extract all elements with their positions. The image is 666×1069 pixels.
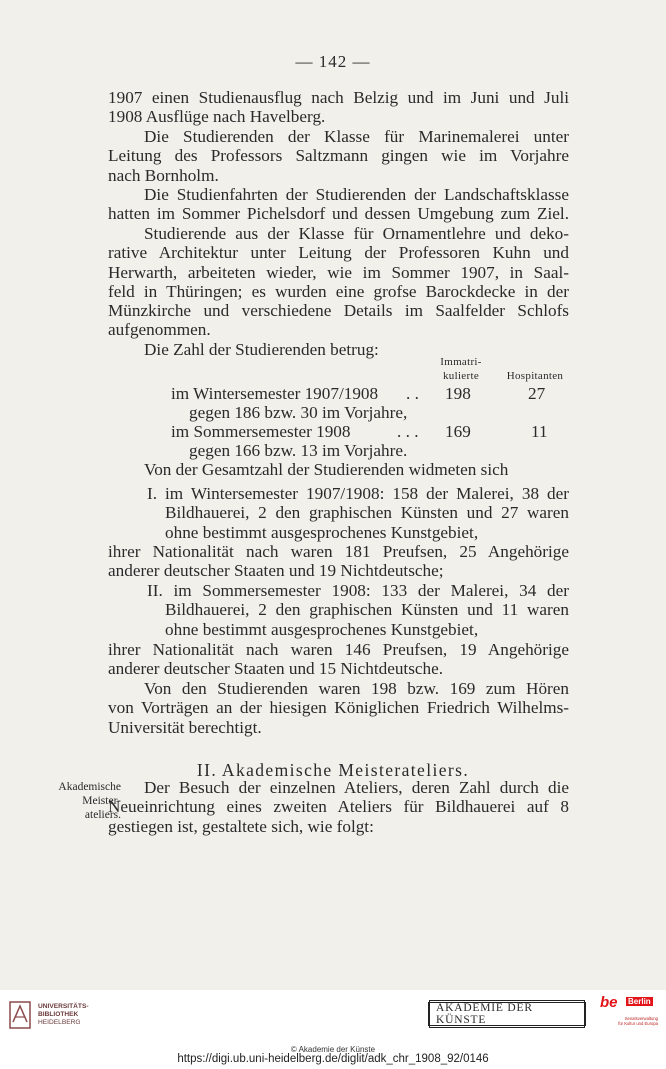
text-line: Studierende aus der Klasse für Ornamentlehre und deko- bbox=[144, 224, 569, 243]
berlin-logo-text: Berlin bbox=[628, 997, 651, 1006]
paragraph-nationality-winter bbox=[108, 542, 569, 581]
text-line: II. im Sommersemester 1908: 133 der Malerei, 34 der bbox=[147, 581, 569, 600]
header-line: Immatri- bbox=[440, 356, 482, 368]
text-line: Die Studierenden der Klasse für Marinemalerei unter bbox=[144, 127, 569, 146]
senate-logo-subtext bbox=[600, 1016, 658, 1026]
text-line: ohne bestimmt ausgesprochenes Kunstgebiet, bbox=[165, 619, 479, 639]
paragraph-university-lectures bbox=[108, 679, 569, 737]
table-row-note: gegen 186 bzw. 30 im Vorjahre, bbox=[189, 403, 408, 422]
column-header-immatrikulierte bbox=[432, 355, 490, 383]
paragraph-distribution-intro bbox=[108, 460, 569, 479]
paragraph-marine-painting bbox=[108, 127, 569, 185]
text-line: ihrer Nationalität nach waren 181 Preufsen, 25 Angehörige bbox=[108, 542, 569, 561]
margin-note-line: Akademische bbox=[58, 781, 121, 793]
table-row-note: gegen 166 bzw. 13 im Vorjahre. bbox=[189, 441, 408, 460]
enumeration-winter-semester bbox=[147, 484, 569, 542]
be-logo-text: be bbox=[600, 994, 618, 1011]
margin-note-line: Meister- bbox=[82, 795, 121, 807]
text-line: ohne bestimmt ausgesprochenes Kunstgebiet, bbox=[165, 522, 479, 542]
table-cell-hospitanten: 11 bbox=[531, 422, 548, 441]
library-logo-line: BIBLIOTHEK bbox=[38, 1011, 79, 1018]
library-logo-line: HEIDELBERG bbox=[38, 1019, 81, 1026]
text-line: aufgenommen. bbox=[108, 320, 211, 340]
table-row-label: im Sommersemester 1908 bbox=[171, 422, 351, 441]
akademie-der-kuenste-logo[interactable] bbox=[428, 1002, 586, 1026]
library-emblem-icon bbox=[8, 1000, 32, 1030]
table-cell-hospitanten: 27 bbox=[528, 384, 546, 403]
permalink-link[interactable]: https://digi.ub.uni-heidelberg.de/diglit/adk_chr_1908_92/0146 bbox=[177, 1053, 489, 1065]
text-line: Herwarth, arbeiteten wieder, wie im Sommer 1907, in Saal- bbox=[108, 262, 569, 282]
text-line: anderer deutscher Staaten und 15 Nichtdeutsche. bbox=[108, 659, 444, 679]
text-line: ihrer Nationalität nach waren 146 Preufsen, 19 Angehörige bbox=[108, 640, 569, 659]
library-logo-line: UNIVERSITÄTS- bbox=[38, 1003, 89, 1010]
text-line: Von den Studierenden waren 198 bzw. 169 zum Hören bbox=[144, 679, 569, 698]
text-line: Leitung des Professors Saltzmann gingen wie im Vorjahre bbox=[108, 146, 569, 166]
paragraph-landscape-class bbox=[108, 185, 569, 224]
text-line: Universität berechtigt. bbox=[108, 717, 262, 737]
table-cell-immatrikulierte: 169 bbox=[445, 422, 471, 441]
text-line: Die Studienfahrten der Studierenden der Landschaftsklasse bbox=[144, 185, 569, 204]
paragraph-nationality-summer bbox=[108, 640, 569, 679]
text-line: 1908 Ausflüge nach Havelberg. bbox=[108, 107, 326, 127]
text-line: feld in Thüringen; es wurden eine grofse Barockdecke in der bbox=[108, 281, 569, 301]
be-berlin-logo[interactable] bbox=[600, 994, 658, 1034]
margin-note-line: ateliers. bbox=[84, 809, 121, 821]
enumeration-summer-semester bbox=[147, 581, 569, 639]
text-line: gestiegen ist, gestaltete sich, wie folgt: bbox=[108, 816, 374, 836]
text-line: rative Architektur unter Leitung der Professoren Kuhn und bbox=[108, 243, 569, 263]
table-cell-immatrikulierte: 198 bbox=[445, 384, 471, 403]
text-line: Münzkirche und verschiedene Details im Saalfelder Schlofs bbox=[108, 301, 569, 321]
paragraph-student-count-intro bbox=[108, 340, 569, 359]
text-line: von Vorträgen an der hiesigen Königlichen Friedrich Wilhelms- bbox=[108, 698, 569, 718]
senate-subtext-line: Senatsverwaltung bbox=[624, 1016, 658, 1021]
table-row-label: im Wintersemester 1907/1908 bbox=[171, 384, 379, 403]
text-line: anderer deutscher Staaten und 19 Nichtdeutsche; bbox=[108, 561, 444, 581]
text-line: Bildhauerei, 2 den graphischen Künsten und 27 waren bbox=[165, 503, 569, 523]
university-library-logo[interactable] bbox=[8, 1000, 118, 1034]
text-line: Die Zahl der Studierenden betrug: bbox=[144, 340, 379, 359]
column-header-hospitanten: Hospitanten bbox=[506, 370, 564, 382]
page-number: — 142 — bbox=[295, 52, 371, 71]
paragraph-excursion-belzig bbox=[108, 88, 569, 127]
permalink-url[interactable] bbox=[0, 1053, 666, 1065]
senate-subtext-line: für Kultur und Europa bbox=[618, 1021, 658, 1026]
text-line: nach Bornholm. bbox=[108, 165, 219, 185]
section-heading: II. Akademische Meisterateliers. bbox=[196, 760, 470, 780]
text-line: Neueinrichtung eines zweiten Ateliers für Bildhauerei auf 8 bbox=[108, 797, 569, 817]
paragraph-ornament-class bbox=[108, 224, 569, 340]
paragraph-ateliers-visits bbox=[108, 778, 569, 836]
text-line: Bildhauerei, 2 den graphischen Künsten und 11 waren bbox=[165, 600, 569, 620]
library-logo-text bbox=[38, 1003, 89, 1027]
margin-note bbox=[25, 780, 121, 822]
table-row-leader-dots: . . . bbox=[397, 422, 419, 441]
text-line: Der Besuch der einzelnen Ateliers, deren Zahl durch die bbox=[144, 778, 569, 797]
akademie-label: AKADEMIE DER KÜNSTE bbox=[429, 1000, 585, 1028]
text-line: Von der Gesamtzahl der Studierenden widmeten sich bbox=[144, 460, 509, 479]
text-line: I. im Wintersemester 1907/1908: 158 der Malerei, 38 der bbox=[147, 484, 569, 503]
text-line: 1907 einen Studienausflug nach Belzig und im Juni und Juli bbox=[108, 88, 569, 107]
table-row-leader-dots: . . bbox=[406, 384, 419, 403]
copyright-notice: © Akademie der Künste bbox=[290, 1045, 376, 1054]
text-line: hatten im Sommer Pichelsdorf und dessen Umgebung zum Ziel. bbox=[108, 204, 569, 224]
header-line: kulierte bbox=[443, 370, 479, 382]
